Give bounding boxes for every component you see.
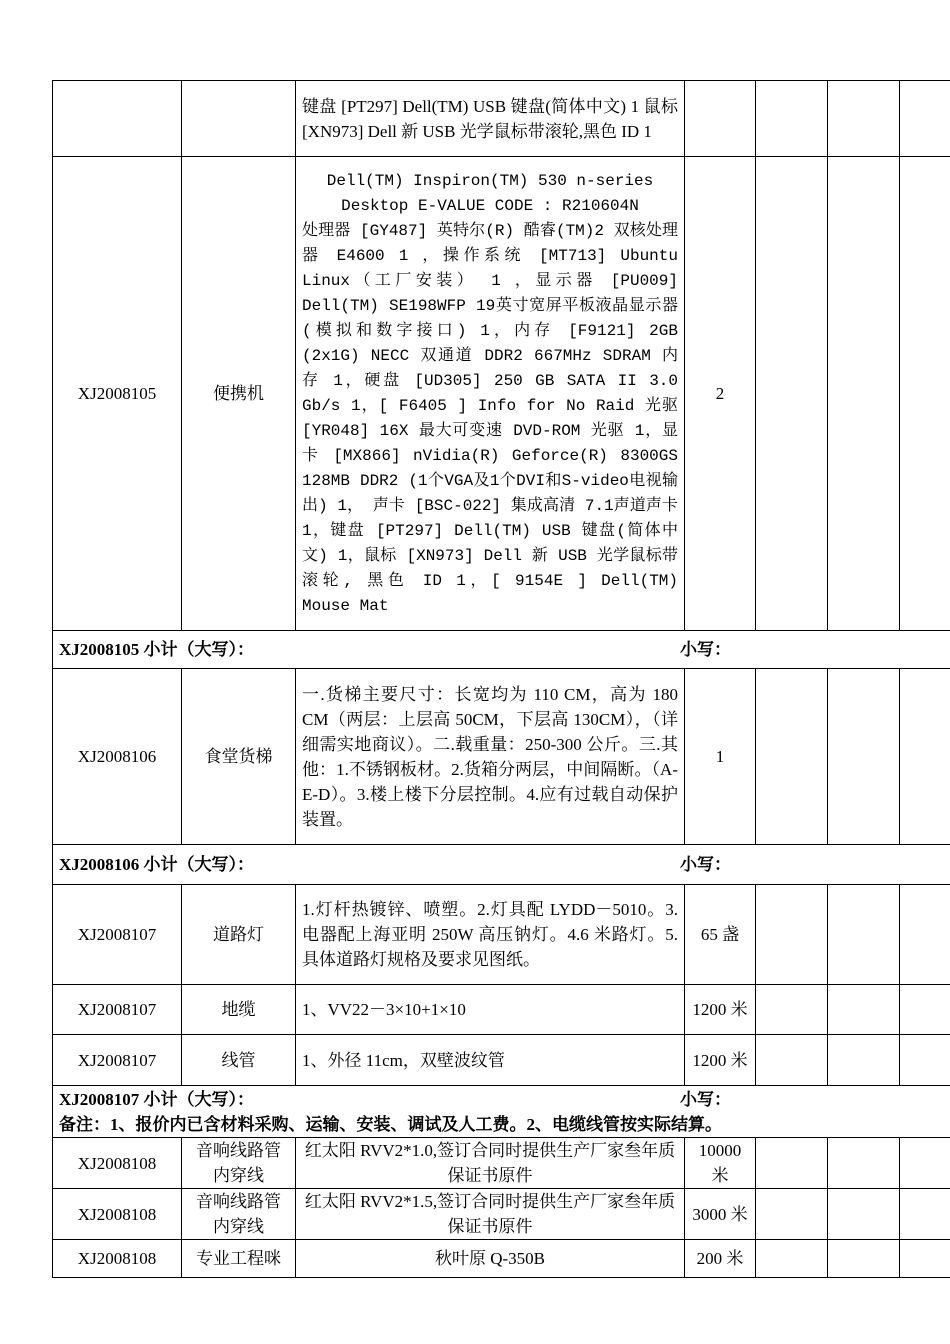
empty-cell xyxy=(828,1035,900,1086)
subtotal-uppercase-label: XJ2008107 小计（大写）： xyxy=(59,1089,255,1109)
empty-cell xyxy=(900,1189,950,1240)
item-spec: 一.货梯主要尺寸：长宽均为 110 CM，高为 180 CM（两层：上层高 50CM，下层高 130CM），（详细需实地商议）。二.载重量：250-300 公斤。三.其他：1.不锈钢板材。2.货箱分两层，中间隔断。（A-E-D）。3.楼上楼下分层控制。4.应有过载自动保护装置。 xyxy=(296,669,685,845)
empty-cell xyxy=(828,885,900,985)
empty-cell xyxy=(900,1138,950,1189)
empty-cell xyxy=(756,157,828,631)
item-spec: 1.灯杆热镀锌、喷塑。2.灯具配 LYDD－5010。3.电器配上海亚明 250W 高压钠灯。4.6 米路灯。5.具体道路灯规格及要求见图纸。 xyxy=(296,885,685,985)
item-name: 线管 xyxy=(182,1035,296,1086)
table-row xyxy=(53,669,950,845)
item-qty: 1200 米 xyxy=(685,985,756,1035)
subtotal-uppercase-label: XJ2008106 小计（大写）： xyxy=(59,855,255,874)
subtotal-cell xyxy=(53,1086,950,1138)
table-row xyxy=(53,81,950,157)
empty-cell xyxy=(756,885,828,985)
item-name xyxy=(182,81,296,157)
remark-text: 备注：1、报价内已含材料采购、运输、安装、调试及人工费。2、电缆线管按实际结算。 xyxy=(59,1114,722,1134)
subtotal-uppercase-label: XJ2008105 小计（大写）： xyxy=(59,640,255,659)
empty-cell xyxy=(756,1138,828,1189)
item-spec: 处理器 [GY487] 英特尔(R) 酷睿(TM)2 双核处理器 E4600 1 ，操作系统 [MT713] Ubuntu Linux（工厂安装） 1 ，显示器 [PU009] Dell(TM) SE198WFP 19英寸宽屏平板液晶显示器(模拟和数字接口) 1，内存 [F9121] 2GB (2x1G) NECC 双通道 DDR2 667MHz SDRAM 内存 1，硬盘 [UD305] 250 GB SATA II 3.0 Gb/s 1，[ F6405 ] Info for No Raid 光驱 [YR048] 16X 最大可变速 DVD-ROM 光驱 1，显卡 [MX866] nVidia(R) Geforce(R) 8300GS 128MB DDR2 (1个VGA及1个DVI和S-video电视输出) 1， 声卡 [BSC-022] 集成高清 7.1声道声卡 1，键盘 [PT297] Dell(TM) USB 键盘(简体中文) 1，鼠标 [XN973] Dell 新 USB 光学鼠标带滚轮, 黑色 ID 1，[ 9154E ] Dell(TM) Mouse Mat xyxy=(302,221,678,615)
item-spec-cell xyxy=(296,157,685,631)
item-name: 音响线路管内穿线 xyxy=(182,1189,296,1240)
item-code xyxy=(53,81,182,157)
subtotal-cell xyxy=(53,631,950,669)
empty-cell xyxy=(828,1138,900,1189)
empty-cell xyxy=(756,1035,828,1086)
empty-cell xyxy=(828,985,900,1035)
item-code: XJ2008107 xyxy=(53,885,182,985)
table-row xyxy=(53,1138,950,1189)
item-name: 专业工程咪 xyxy=(182,1240,296,1278)
item-spec: 1、VV22－3×10+1×10 xyxy=(296,985,685,1035)
empty-cell xyxy=(828,1189,900,1240)
table-row xyxy=(53,1035,950,1086)
item-name: 地缆 xyxy=(182,985,296,1035)
quotation-table xyxy=(52,80,950,1278)
subtotal-lowercase-label: 小写： xyxy=(680,855,731,874)
item-name: 食堂货梯 xyxy=(182,669,296,845)
empty-cell xyxy=(756,669,828,845)
item-name: 便携机 xyxy=(182,157,296,631)
table-row xyxy=(53,157,950,631)
subtotal-row xyxy=(53,1086,950,1138)
empty-cell xyxy=(900,81,950,157)
item-spec: 红太阳 RVV2*1.5,签订合同时提供生产厂家叁年质保证书原件 xyxy=(296,1189,685,1240)
item-code: XJ2008105 xyxy=(53,157,182,631)
item-qty xyxy=(685,81,756,157)
empty-cell xyxy=(756,81,828,157)
empty-cell xyxy=(828,1240,900,1278)
subtotal-row xyxy=(53,845,950,885)
item-spec-heading: Dell(TM) Inspiron(TM) 530 n-series Desktop E-VALUE CODE : R210604N xyxy=(326,171,654,215)
item-qty: 65 盏 xyxy=(685,885,756,985)
item-spec: 键盘 [PT297] Dell(TM) USB 键盘(简体中文) 1 鼠标 [XN973] Dell 新 USB 光学鼠标带滚轮,黑色 ID 1 xyxy=(296,81,685,157)
empty-cell xyxy=(900,669,950,845)
empty-cell xyxy=(900,157,950,631)
item-name: 道路灯 xyxy=(182,885,296,985)
empty-cell xyxy=(828,157,900,631)
table-row xyxy=(53,985,950,1035)
empty-cell xyxy=(756,1240,828,1278)
item-qty: 1 xyxy=(685,669,756,845)
item-qty: 10000 米 xyxy=(685,1138,756,1189)
item-code: XJ2008108 xyxy=(53,1189,182,1240)
item-qty: 1200 米 xyxy=(685,1035,756,1086)
empty-cell xyxy=(900,885,950,985)
item-name: 音响线路管内穿线 xyxy=(182,1138,296,1189)
table-row xyxy=(53,1240,950,1278)
empty-cell xyxy=(828,81,900,157)
item-spec: 1、外径 11cm，双壁波纹管 xyxy=(296,1035,685,1086)
item-qty: 3000 米 xyxy=(685,1189,756,1240)
empty-cell xyxy=(900,1035,950,1086)
item-code: XJ2008107 xyxy=(53,985,182,1035)
item-qty: 2 xyxy=(685,157,756,631)
item-spec: 红太阳 RVV2*1.0,签订合同时提供生产厂家叁年质保证书原件 xyxy=(296,1138,685,1189)
empty-cell xyxy=(900,985,950,1035)
subtotal-lowercase-label: 小写： xyxy=(680,640,731,659)
table-row xyxy=(53,1189,950,1240)
item-qty: 200 米 xyxy=(685,1240,756,1278)
item-spec: 秋叶原 Q-350B xyxy=(296,1240,685,1278)
item-code: XJ2008108 xyxy=(53,1240,182,1278)
item-code: XJ2008108 xyxy=(53,1138,182,1189)
table-row xyxy=(53,885,950,985)
empty-cell xyxy=(756,1189,828,1240)
subtotal-cell xyxy=(53,845,950,885)
empty-cell xyxy=(828,669,900,845)
subtotal-lowercase-label: 小写： xyxy=(680,1089,731,1109)
empty-cell xyxy=(756,985,828,1035)
item-code: XJ2008106 xyxy=(53,669,182,845)
item-code: XJ2008107 xyxy=(53,1035,182,1086)
empty-cell xyxy=(900,1240,950,1278)
subtotal-row xyxy=(53,631,950,669)
